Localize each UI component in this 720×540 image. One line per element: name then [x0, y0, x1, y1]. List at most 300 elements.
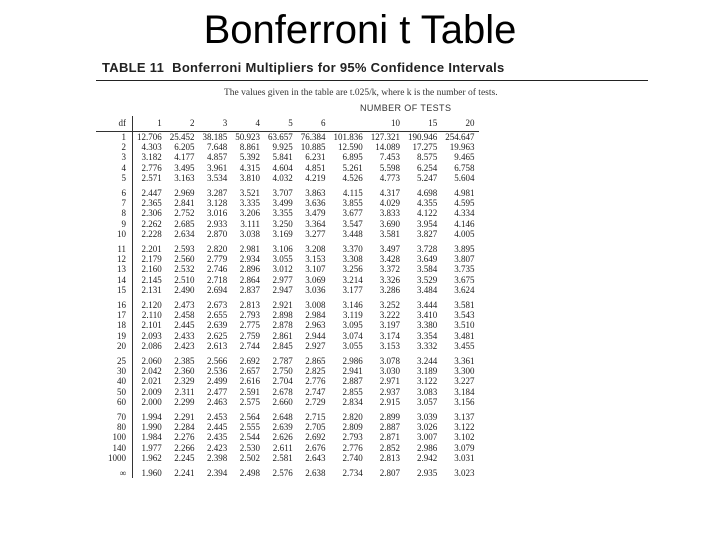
value-cell: 2.898 [272, 310, 293, 321]
value-cell: 2.498 [239, 468, 260, 479]
value-cell: 4.146 [454, 218, 475, 229]
value-cell: 2.571 [141, 172, 162, 183]
value-cell: 2.660 [272, 396, 293, 407]
column-header: 6 [321, 118, 326, 129]
value-cell: 2.643 [305, 452, 326, 463]
value-cell: 3.153 [305, 254, 326, 265]
value-cell: 63.657 [268, 132, 293, 142]
df-cell: 10 [96, 229, 133, 239]
value-cell: 2.937 [379, 386, 400, 397]
value-cell: 3.030 [379, 366, 400, 377]
value-cell: 2.394 [207, 468, 228, 479]
value-cell: 2.634 [174, 228, 195, 239]
value-cell: 2.775 [239, 320, 260, 331]
value-cell: 2.986 [417, 442, 438, 453]
value-cell: 4.698 [417, 188, 438, 199]
df-cell: 5 [96, 173, 133, 183]
value-cell: 2.793 [239, 310, 260, 321]
value-cell: 2.750 [272, 366, 293, 377]
value-cell: 2.447 [141, 188, 162, 199]
value-cell: 2.445 [174, 320, 195, 331]
value-cell: 4.303 [141, 142, 162, 153]
value-cell: 3.355 [272, 208, 293, 219]
value-cell: 3.016 [207, 208, 228, 219]
value-cell: 3.214 [342, 274, 363, 285]
table-row [96, 275, 479, 285]
value-cell: 2.878 [272, 320, 293, 331]
value-cell: 2.865 [305, 356, 326, 367]
table-row [96, 239, 479, 254]
df-cell: 1000 [96, 453, 133, 463]
value-cell: 2.845 [272, 340, 293, 351]
value-cell: 3.169 [272, 228, 293, 239]
value-cell: 2.676 [305, 442, 326, 453]
value-cell: 3.182 [141, 152, 162, 163]
value-cell: 4.029 [379, 198, 400, 209]
value-cell: 3.677 [342, 208, 363, 219]
value-cell: 2.201 [141, 244, 162, 255]
value-cell: 2.715 [305, 412, 326, 423]
value-cell: 3.510 [454, 320, 475, 331]
value-cell: 2.262 [141, 218, 162, 229]
value-cell: 2.944 [305, 330, 326, 341]
column-header: 10 [391, 118, 400, 129]
value-cell: 3.095 [342, 320, 363, 331]
value-cell: 4.981 [454, 188, 475, 199]
value-cell: 2.692 [305, 432, 326, 443]
value-cell: 6.254 [417, 162, 438, 173]
df-cell: 2 [96, 142, 133, 152]
df-cell: 70 [96, 407, 133, 422]
df-cell: 6 [96, 183, 133, 198]
value-cell: 3.308 [342, 254, 363, 265]
value-cell: 3.584 [417, 264, 438, 275]
value-cell: 2.477 [207, 386, 228, 397]
value-cell: 3.855 [342, 198, 363, 209]
df-cell: 9 [96, 219, 133, 229]
value-cell: 3.102 [454, 432, 475, 443]
value-cell: 2.560 [174, 254, 195, 265]
value-cell: 2.744 [239, 340, 260, 351]
value-cell: 254.647 [445, 132, 475, 142]
value-cell: 3.137 [454, 412, 475, 423]
value-cell: 3.008 [305, 300, 326, 311]
table-row [96, 254, 479, 264]
value-cell: 3.122 [417, 376, 438, 387]
value-cell: 3.222 [379, 310, 400, 321]
value-cell: 3.111 [240, 218, 260, 229]
column-header: 2 [190, 118, 195, 129]
value-cell: 2.834 [342, 396, 363, 407]
value-cell: 3.206 [239, 208, 260, 219]
value-cell: 3.074 [342, 330, 363, 341]
top-rule [96, 80, 648, 81]
value-cell: 3.252 [379, 300, 400, 311]
df-header: df [96, 116, 133, 131]
value-cell: 2.365 [141, 198, 162, 209]
value-cell: 14.089 [375, 142, 400, 153]
value-cell: 3.827 [417, 228, 438, 239]
value-cell: 2.000 [141, 396, 162, 407]
value-cell: 3.581 [379, 228, 400, 239]
table-row [96, 432, 479, 442]
value-cell: 7.453 [379, 152, 400, 163]
table-row [96, 183, 479, 198]
column-header: 20 [465, 118, 475, 129]
table-row [96, 219, 479, 229]
value-cell: 4.334 [454, 208, 475, 219]
value-cell: 2.555 [239, 422, 260, 433]
value-cell: 3.529 [417, 274, 438, 285]
value-cell: 3.106 [272, 244, 293, 255]
value-cell: 2.887 [342, 376, 363, 387]
value-cell: 2.896 [239, 264, 260, 275]
value-cell: 2.759 [239, 330, 260, 341]
value-cell: 3.036 [305, 284, 326, 295]
value-cell: 50.923 [235, 132, 260, 142]
value-cell: 2.575 [239, 396, 260, 407]
value-cell: 3.057 [417, 396, 438, 407]
value-cell: 3.690 [379, 218, 400, 229]
value-cell: 2.532 [174, 264, 195, 275]
table-row [96, 331, 479, 341]
value-cell: 6.758 [454, 162, 475, 173]
value-cell: 3.370 [342, 244, 363, 255]
value-cell: 2.530 [239, 442, 260, 453]
value-cell: 2.445 [207, 422, 228, 433]
value-cell: 2.453 [207, 412, 228, 423]
value-cell: 2.694 [207, 284, 228, 295]
df-cell: 30 [96, 366, 133, 376]
value-cell: 2.942 [417, 452, 438, 463]
value-cell: 2.852 [379, 442, 400, 453]
value-cell: 3.534 [207, 172, 228, 183]
value-cell: 3.277 [305, 228, 326, 239]
value-cell: 8.575 [417, 152, 438, 163]
value-cell: 2.841 [174, 198, 195, 209]
value-cell: 127.321 [370, 132, 400, 142]
value-cell: 2.673 [207, 300, 228, 311]
value-cell: 3.624 [454, 284, 475, 295]
value-cell: 2.971 [379, 376, 400, 387]
value-cell: 2.638 [305, 468, 326, 479]
value-cell: 2.458 [174, 310, 195, 321]
value-cell: 4.851 [305, 162, 326, 173]
value-cell: 2.228 [141, 228, 162, 239]
df-cell: 100 [96, 432, 133, 442]
column-header: 4 [255, 118, 260, 129]
value-cell: 3.810 [239, 172, 260, 183]
value-cell: 101.836 [333, 132, 363, 142]
table-row [96, 351, 479, 366]
value-cell: 3.364 [305, 218, 326, 229]
slide-title: Bonferroni t Table [203, 8, 517, 52]
value-cell: 3.300 [454, 366, 475, 377]
value-cell: 2.692 [239, 356, 260, 367]
value-cell: 3.031 [454, 452, 475, 463]
value-cell: 3.163 [174, 172, 195, 183]
value-cell: 2.734 [342, 468, 363, 479]
df-cell: 12 [96, 254, 133, 264]
table-row [96, 422, 479, 432]
table-row [96, 341, 479, 351]
value-cell: 5.598 [379, 162, 400, 173]
value-cell: 2.678 [272, 386, 293, 397]
value-cell: 2.941 [342, 366, 363, 377]
df-cell: ∞ [96, 463, 133, 478]
value-cell: 4.857 [207, 152, 228, 163]
value-cell: 25.452 [169, 132, 195, 142]
value-cell: 2.899 [379, 412, 400, 423]
value-cell: 76.384 [300, 132, 326, 142]
table-row [96, 142, 479, 152]
value-cell: 2.423 [174, 340, 195, 351]
df-cell: 17 [96, 310, 133, 320]
value-cell: 3.547 [342, 218, 363, 229]
value-cell: 4.115 [342, 188, 363, 199]
value-cell: 2.776 [342, 442, 363, 453]
value-cell: 2.685 [174, 218, 195, 229]
value-cell: 3.244 [417, 356, 438, 367]
value-cell: 2.613 [207, 340, 228, 351]
df-cell: 11 [96, 239, 133, 254]
df-cell: 4 [96, 163, 133, 173]
value-cell: 3.119 [342, 310, 363, 321]
value-cell: 3.078 [379, 356, 400, 367]
value-cell: 3.026 [417, 422, 438, 433]
value-cell: 3.069 [305, 274, 326, 285]
value-cell: 2.625 [207, 330, 228, 341]
value-cell: 3.256 [342, 264, 363, 275]
value-cell: 3.177 [342, 284, 363, 295]
value-cell: 3.636 [305, 198, 326, 209]
value-cell: 2.787 [272, 356, 293, 367]
value-cell: 4.122 [417, 208, 438, 219]
value-cell: 2.704 [272, 376, 293, 387]
value-cell: 2.145 [141, 274, 162, 285]
table-row [96, 453, 479, 463]
table-row [96, 407, 479, 422]
value-cell: 3.675 [454, 274, 475, 285]
value-cell: 3.012 [272, 264, 293, 275]
value-cell: 2.329 [174, 376, 195, 387]
value-cell: 2.544 [239, 432, 260, 443]
value-cell: 3.543 [454, 310, 475, 321]
value-cell: 4.177 [174, 152, 195, 163]
value-cell: 3.497 [379, 244, 400, 255]
value-cell: 4.032 [272, 172, 293, 183]
value-cell: 2.311 [174, 386, 195, 397]
value-cell: 38.185 [202, 132, 228, 142]
table-body [96, 132, 479, 479]
value-cell: 1.962 [141, 452, 162, 463]
value-cell: 3.961 [207, 162, 228, 173]
value-cell: 2.820 [342, 412, 363, 423]
value-cell: 2.655 [207, 310, 228, 321]
value-cell: 2.977 [272, 274, 293, 285]
df-cell: 7 [96, 198, 133, 208]
bonferroni-table [96, 116, 479, 478]
value-cell: 2.871 [379, 432, 400, 443]
value-cell: 3.079 [454, 442, 475, 453]
value-cell: 3.481 [454, 330, 475, 341]
value-cell: 3.707 [272, 188, 293, 199]
value-cell: 4.219 [305, 172, 326, 183]
df-cell: 50 [96, 387, 133, 397]
value-cell: 2.793 [342, 432, 363, 443]
value-cell: 2.564 [239, 412, 260, 423]
value-cell: 3.444 [417, 300, 438, 311]
value-cell: 2.009 [141, 386, 162, 397]
table-row [96, 152, 479, 162]
column-header: 1 [157, 118, 162, 129]
value-cell: 2.616 [239, 376, 260, 387]
value-cell: 3.038 [239, 228, 260, 239]
value-cell: 3.863 [305, 188, 326, 199]
table-row [96, 463, 479, 478]
value-cell: 2.747 [305, 386, 326, 397]
value-cell: 3.649 [417, 254, 438, 265]
value-cell: 3.335 [239, 198, 260, 209]
value-cell: 3.372 [379, 264, 400, 275]
value-cell: 2.245 [174, 452, 195, 463]
value-cell: 3.055 [342, 340, 363, 351]
value-cell: 5.261 [342, 162, 363, 173]
value-cell: 3.807 [454, 254, 475, 265]
value-cell: 3.361 [454, 356, 475, 367]
value-cell: 3.250 [272, 218, 293, 229]
value-cell: 2.093 [141, 330, 162, 341]
value-cell: 2.855 [342, 386, 363, 397]
value-cell: 3.332 [417, 340, 438, 351]
value-cell: 2.837 [239, 284, 260, 295]
table-row [96, 264, 479, 274]
value-cell: 4.315 [239, 162, 260, 173]
value-cell: 2.291 [174, 412, 195, 423]
value-cell: 9.465 [454, 152, 475, 163]
value-cell: 3.156 [454, 396, 475, 407]
value-cell: 2.887 [379, 422, 400, 433]
value-cell: 5.841 [272, 152, 293, 163]
value-cell: 3.354 [417, 330, 438, 341]
df-cell: 16 [96, 295, 133, 310]
value-cell: 2.490 [174, 284, 195, 295]
value-cell: 4.355 [417, 198, 438, 209]
value-cell: 3.128 [207, 198, 228, 209]
value-cell: 2.657 [239, 366, 260, 377]
value-cell: 2.870 [207, 228, 228, 239]
value-cell: 4.604 [272, 162, 293, 173]
value-cell: 3.189 [417, 366, 438, 377]
value-cell: 2.921 [272, 300, 293, 311]
value-cell: 2.984 [305, 310, 326, 321]
value-cell: 7.648 [207, 142, 228, 153]
value-cell: 2.536 [207, 366, 228, 377]
value-cell: 1.984 [141, 432, 162, 443]
df-cell: 25 [96, 351, 133, 366]
value-cell: 2.510 [174, 274, 195, 285]
value-cell: 1.960 [141, 468, 162, 479]
value-cell: 4.595 [454, 198, 475, 209]
value-cell: 3.023 [454, 468, 475, 479]
table-row [96, 295, 479, 310]
table-row [96, 173, 479, 183]
value-cell: 2.576 [272, 468, 293, 479]
df-cell: 40 [96, 376, 133, 386]
table-row [96, 320, 479, 330]
value-cell: 2.639 [272, 422, 293, 433]
value-cell: 4.773 [379, 172, 400, 183]
value-cell: 2.981 [239, 244, 260, 255]
value-cell: 2.611 [272, 442, 293, 453]
value-cell: 3.107 [305, 264, 326, 275]
value-cell: 2.591 [239, 386, 260, 397]
value-cell: 2.639 [207, 320, 228, 331]
value-cell: 4.005 [454, 228, 475, 239]
value-cell: 12.706 [137, 132, 162, 142]
column-header [330, 116, 367, 131]
value-cell: 2.042 [141, 366, 162, 377]
value-cell: 2.915 [379, 396, 400, 407]
value-cell: 2.986 [342, 356, 363, 367]
value-cell: 2.746 [207, 264, 228, 275]
value-cell: 2.502 [239, 452, 260, 463]
df-cell: 13 [96, 264, 133, 274]
value-cell: 4.526 [342, 172, 363, 183]
value-cell: 2.086 [141, 340, 162, 351]
value-cell: 12.590 [338, 142, 363, 153]
value-cell: 2.648 [272, 412, 293, 423]
header-row [96, 116, 479, 131]
value-cell: 190.946 [408, 132, 438, 142]
value-cell: 3.479 [305, 208, 326, 219]
table-title: Bonferroni Multipliers for 95% Confidence Intervals [172, 60, 505, 75]
value-cell: 2.433 [174, 330, 195, 341]
value-cell: 6.205 [174, 142, 195, 153]
column-group-label: NUMBER OF TESTS [360, 103, 452, 113]
value-cell: 2.934 [239, 254, 260, 265]
value-cell: 3.286 [379, 284, 400, 295]
value-cell: 2.807 [379, 468, 400, 479]
table-row [96, 132, 479, 143]
value-cell: 3.735 [454, 264, 475, 275]
value-cell: 5.392 [239, 152, 260, 163]
value-cell: 3.083 [417, 386, 438, 397]
value-cell: 2.705 [305, 422, 326, 433]
df-cell: 19 [96, 331, 133, 341]
value-cell: 2.398 [207, 452, 228, 463]
value-cell: 2.969 [174, 188, 195, 199]
value-cell: 2.306 [141, 208, 162, 219]
value-cell: 3.495 [174, 162, 195, 173]
table-row [96, 163, 479, 173]
value-cell: 3.521 [239, 188, 260, 199]
table-page [92, 54, 652, 534]
value-cell: 6.231 [305, 152, 326, 163]
value-cell: 2.593 [174, 244, 195, 255]
column-header: 3 [222, 118, 228, 129]
value-cell: 2.825 [305, 366, 326, 377]
df-cell: 3 [96, 152, 133, 162]
value-cell: 3.184 [454, 386, 475, 397]
value-cell: 2.963 [305, 320, 326, 331]
value-cell: 3.122 [454, 422, 475, 433]
value-cell: 4.317 [379, 188, 400, 199]
value-cell: 2.935 [417, 468, 438, 479]
value-cell: 2.581 [272, 452, 293, 463]
value-cell: 2.060 [141, 356, 162, 367]
value-cell: 2.776 [305, 376, 326, 387]
